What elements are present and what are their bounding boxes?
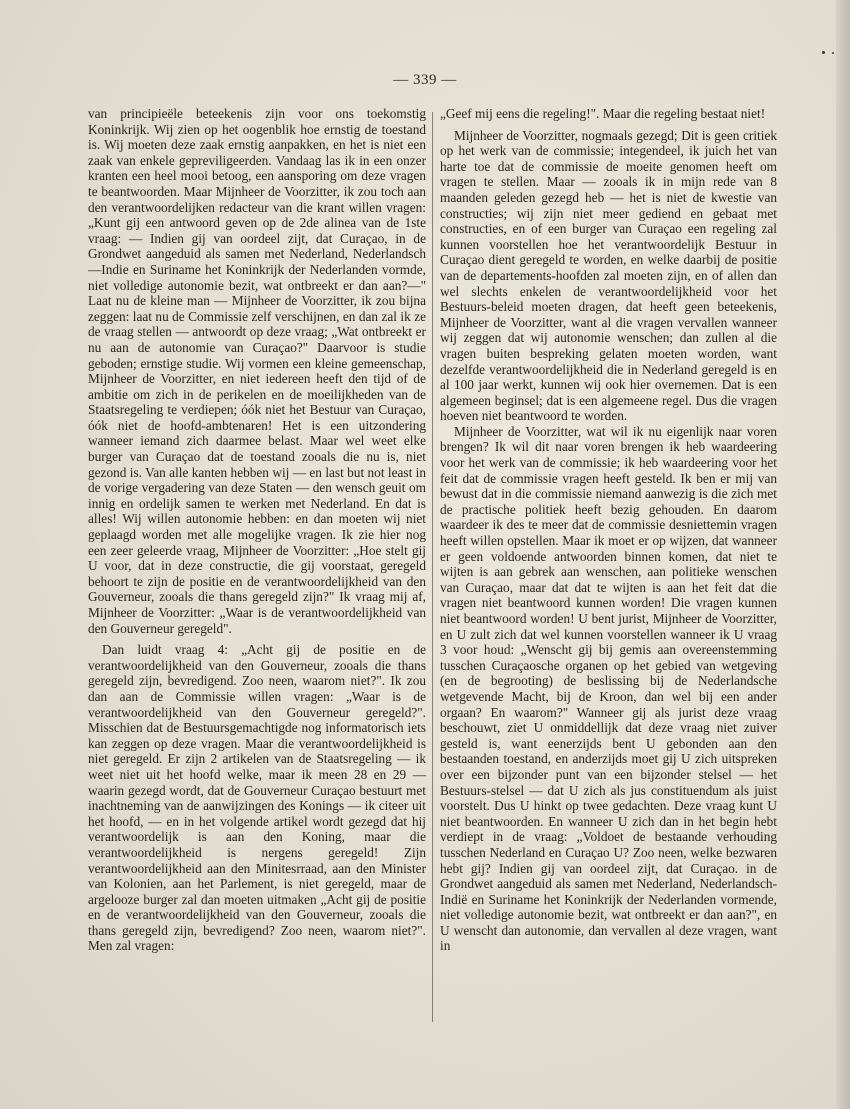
left-paragraph-1: van principieële beteekenis zijn voor ons toekomstig Koninkrijk. Wij zien op het oogenblik hoe ernstig de toestand is. Wij moeten deze zaak ernstig aanpakken, en het is niet een zaak van enkele gepreviligeerden. Vandaag las ik in een onzer kranten een heel mooi betoog, een aansporing om deze vragen te beantwoorden. Maar Mijnheer de Voorzitter, ik zou toch aan den verantwoordelijken redacteur van die krant willen vragen: „Kunt gij een antwoord geven op de 2de alinea van de 1ste vraag: — Indien gij van oordeel zijt, dat Curaçao, in de Grondwet aangeduid als samen met Nederland, Nederlandsch—Indie en Suriname het Koninkrijk der Nederlanden vormde, niet volledige autonomie bezit, wat ontbreekt er dan aan?—" Laat nu de kleine man — Mijnheer de Voorzitter, ik zou bijna zeggen: laat nu de Commissie zelf verschijnen, en dan zal ik ze de vraag stellen — antwoordt op deze vraag; „Wat ontbreekt er nu aan de autonomie van Curaçao?" Daarvoor is studie geboden; ernstige studie. Wij vormen een kleine gemeenschap, Mijnheer de Voorzitter, en niet iedereen heeft den tijd of de ambitie om zich in de perikelen en de moeilijkheden van de Staatsregeling te verdiepen; óók niet het Bestuur van Curaçao, óók niet de hoofd-ambtenaren! Het is een uitzondering wanneer iemand zich daarmee belast. Maar wel weet elke burger van Curaçao dat de toestand zooals die nu is, niet gezond is. Van alle kanten hebben wij — en last but not least in de vorige vergadering van deze Staten — den wensch geuit om innig en ordelijk samen te werken met Nederland. En dat is alles! Wij willen autonomie hebben: en dan moeten wij niet geplaagd worden met alle mogelijke vragen. Ik zie hier nog een zeer geleerde vraag, Mijnheer de Voorzitter: „Hoe stelt gij U voor, dat in deze constructie, die gij voorstaat, geregeld behoort te zijn de positie en de verantwoordelijkheid van den Gouverneur, zooals die thans geregeld zijn?" Ik vraag mij af, Mijnheer de Voorzitter: „Waar is de verantwoordelijkheid van den Gouverneur geregeld". [88, 106, 426, 636]
right-column [440, 106, 777, 954]
right-paragraph-1: „Geef mij eens die regeling!". Maar die regeling bestaat niet! [440, 106, 766, 121]
right-paragraph-3: Mijnheer de Voorzitter, wat wil ik nu eigenlijk naar voren brengen? Ik wil dit naar voren brengen ik heb waardeering voor het werk van de commissie; ik heb waardeering voor het feit dat de commissie vragen heeft gesteld. Ik ben er mij van bewust dat in die commissie niemand aanwezig is die zich met de practische politiek heeft bezig gehouden. En daarom waardeer ik des te meer dat de commissie desniettemin vragen heeft willen opstellen. Maar ik moet er op wijzen, dat wanneer er geen voldoende antwoorden binnen komen, dat niet te wijten is aan gebrek aan wenschen, aan politieke wenschen van Curaçao, maar dat dat te wijten is aan het feit dat die vragen niet beantwoord kunnen worden! Die vragen kunnen niet beantwoord worden! U bent jurist, Mijnheer de Voorzitter, en U zult zich dat wel kunnen voorstellen wanneer ik U vraag 3 voor houd: „Wenscht gij bij gemis aan overeenstemming tusschen Curaçaosche organen op het gebied van wetgeving (en de begrooting) de beslissing bij de Nederlandsche wetgevende Macht, bij de Kroon, dan wel bij een ander orgaan? En waarom?" Wanneer gij als jurist deze vraag beschouwt, ziet U onmiddellijk dat deze vraag niet zuiver gesteld is, want eenerzijds bent U gebonden aan den bestaanden toestand, en anderzijds moet gij U zich uitspreken over een bijzonder punt van een bijzonder stelsel — het Bestuurs-stelsel — dat U zich als jus constituendum als juist voorstelt. Dus U hinkt op twee gedachten. Deze vraag kunt U niet beantwoorden. En wanneer U zich dan in het begin hebt verdiept in de vraag: „Voldoet de bestaande verhouding tusschen Nederland en Curaçao U? Zoo neen, welke bezwaren hebt gij? Indien gij van oordeel zijt, dat Curaçao. in de Grondwet aangeduid als samen met Nederland, Nederlandsch-Indië en Suriname het Koninkrijk der Nederlanden vormende, niet volledige autonomie bezit, wat ontbreekt er dan aan?", en U wenscht dan autonomie, dan vervallen al deze vragen, want in [440, 423, 777, 954]
right-paragraph-2: Mijnheer de Voorzitter, nogmaals gezegd; Dit is geen critiek op het werk van de commissie; integendeel, ik juich het van harte toe dat de commissie de moeite genomen heeft om vragen te stellen. Maar — zooals ik in mijn rede van 8 maanden geleden gezegd heb — het is niet de kwestie van constructies; wij zijn niet meer gediend en gebaat met constructies, en of een burger van Curaçao een regeling zal kunnen voorstellen hoe het verantwoordelijk Bestuur in Curaçao dient geregeld te worden, en welke daarbij de positie van de departements-hoofden zal moeten zijn, en of allen dan wel slechts enkelen de verantwoordelijkheid voor het Bestuurs-beleid moeten dragen, dat heeft geen beteekenis, Mijnheer de Voorzitter, want al die vragen vervallen wanneer wij zeggen dat wij autonomie wenschen; dan zullen al die vragen buiten bespreking gelaten moeten worden, want dezelfde verantwoordelijkheid die in Nederland geregeld is en al 100 jaar werkt, kunnen wij ook hier overnemen. Dat is een algemeen beginsel; dat is een algemeene regel. Dus die vragen hoeven niet beantwoord te worden. [440, 127, 777, 424]
ink-speck [832, 52, 834, 54]
left-paragraph-2: Dan luidt vraag 4: „Acht gij de positie en de verantwoordelijkheid van den Gouverneur, zooals die thans geregeld zijn, bevredigend. Zoo neen, waarom niet?". Ik zou dan aan de Commissie willen vragen: „Waar is de verantwoordelijkheid van den Gouverneur geregeld?". Misschien dat de Bestuursgemachtigde nog informatorisch iets kan zeggen op deze vragen. Maar die verantwoordelijkheid is niet geregeld. Er zijn 2 artikelen van de Staatsregeling — ik weet niet uit het hoofd welke, maar ik meen 28 en 29 — waarin gezegd wordt, dat de Gouverneur Curaçao bestuurt met inachtneming van de aanwijzingen des Konings — ik citeer uit het hoofd, — en in het volgende artikel wordt gezegd dat hij verantwoordelijk is aan den Koning, maar die verantwoordelijkheid is nergens geregeld! Zijn verantwoordelijkheid aan den Minitesrraad, aan den Minister van Kolonien, aan het Parlement, is niet geregeld, maar de argelooze burger zal dan moeten uitmaken „Acht gij de positie en de verantwoordelijkheid van den Gouverneur, zooals die thans geregeld zijn, bevredigend? Zoo neen, waarom niet?". Men zal vragen: [88, 642, 426, 954]
page-edge-shadow [836, 0, 850, 1109]
ink-speck [822, 51, 825, 54]
column-divider [432, 112, 433, 1022]
page-number: — 339 — [393, 72, 457, 88]
left-column [88, 106, 426, 954]
